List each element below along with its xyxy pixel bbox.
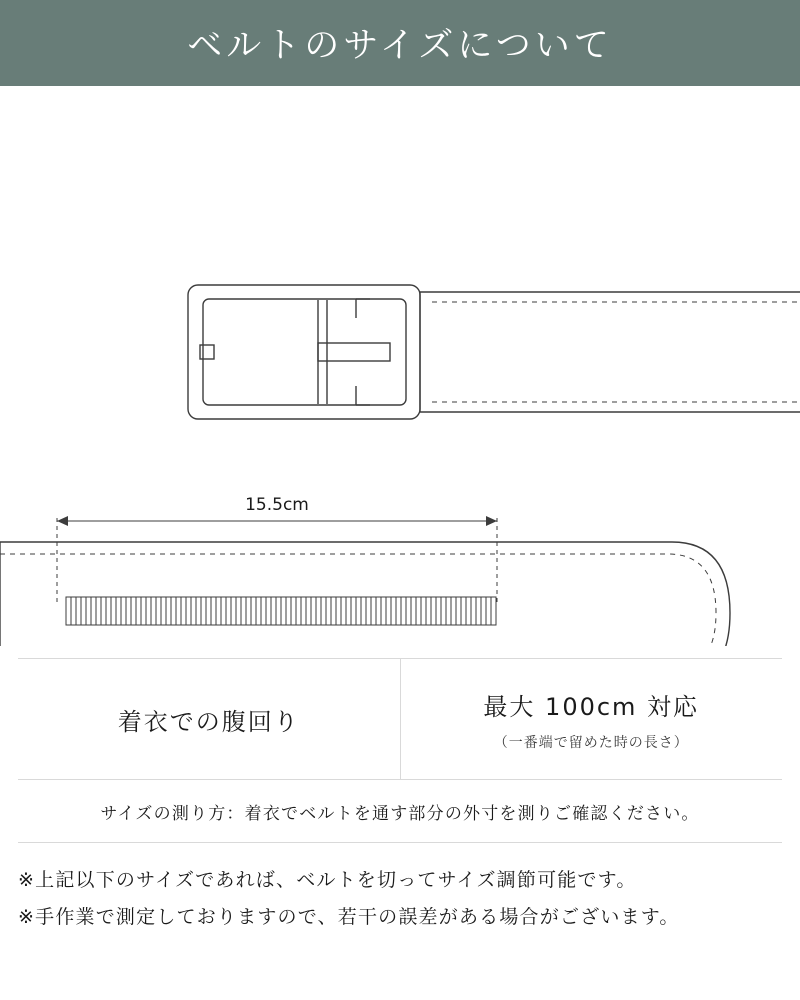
note-line-2: ※手作業で測定しておりますので、若干の誤差がある場合がございます。 [18, 906, 680, 929]
max-size-label: 最大 100cm 対応 [483, 692, 700, 721]
info-cell-waist [18, 659, 401, 779]
belt-holes-strip [66, 597, 496, 625]
waist-label: 着衣での腹回り [117, 707, 300, 736]
belt-strap-top-illustration [420, 292, 800, 412]
belt-strap-bottom-illustration [0, 542, 730, 646]
page-title: ベルトのサイズについて [187, 26, 613, 66]
note-line-1: ※上記以下のサイズであれば、ベルトを切ってサイズ調節可能です。 [18, 869, 637, 891]
page-header [0, 0, 800, 86]
belt-buckle-illustration [188, 285, 420, 419]
belt-diagram [0, 86, 800, 646]
dimension-measure [57, 516, 497, 606]
max-size-note: （一番端で留めた時の長さ） [493, 734, 689, 751]
notes-block [18, 862, 782, 936]
divider-bottom [18, 842, 782, 843]
belt-diagram-svg [0, 86, 800, 646]
info-row [18, 659, 782, 779]
measure-note: サイズの測り方：着衣でベルトを通す部分の外寸を測りご確認ください。 [100, 803, 700, 824]
measure-note-row [18, 780, 782, 842]
size-info-table [18, 658, 782, 843]
dimension-label: 15.5cm [245, 495, 309, 515]
info-cell-max-size [401, 659, 783, 779]
